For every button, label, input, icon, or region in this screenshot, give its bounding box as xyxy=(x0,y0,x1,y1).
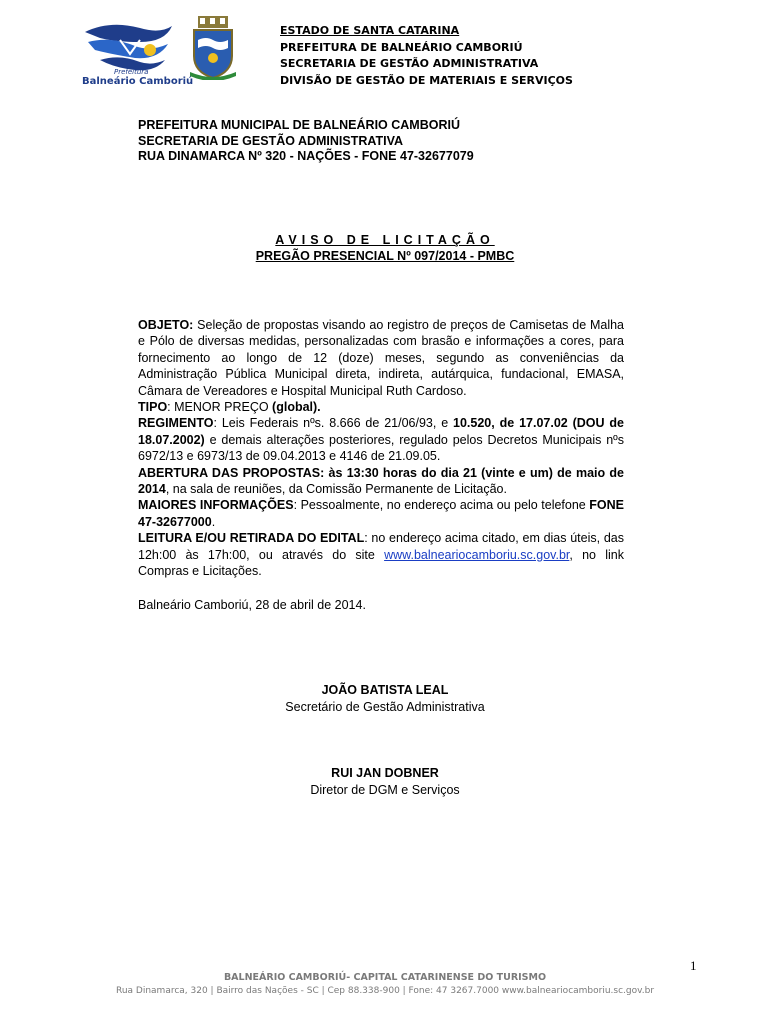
coat-of-arms-graphic xyxy=(190,16,236,80)
regimento-bold: 10.520, de 17.07.02 (DOU de 18.07.2002) xyxy=(138,416,625,447)
signatory-1-name: JOÃO BATISTA LEAL xyxy=(321,683,449,697)
maiores-label: MAIORES INFORMAÇÕES xyxy=(138,498,294,513)
page-number: 1 xyxy=(690,958,697,973)
org-line-1: PREFEITURA MUNICIPAL DE BALNEÁRIO CAMBORIÚ xyxy=(138,118,460,132)
municipal-logo xyxy=(80,20,194,90)
regimento-paragraph xyxy=(138,415,624,464)
org-line-3: RUA DINAMARCA Nº 320 - NAÇÕES - FONE 47-32677079 xyxy=(138,149,474,163)
abertura-paragraph xyxy=(138,465,624,498)
abertura-label: ABERTURA DAS PROPOSTAS xyxy=(138,465,321,480)
header-prefeitura: PREFEITURA DE BALNEÁRIO CAMBORIÚ xyxy=(280,40,523,54)
abertura-bold: : às 13:30 horas do dia 21 (vinte e um) de maio de 2014 xyxy=(138,465,624,497)
leitura-label: LEITURA E/OU RETIRADA DO EDITAL xyxy=(138,531,365,546)
header-divisao: DIVISÃO DE GESTÃO DE MATERIAIS E SERVIÇOS xyxy=(280,73,573,87)
leitura-text-2: , no link Compras e Licitações. xyxy=(138,547,624,579)
objeto-label: OBJETO: xyxy=(138,318,194,332)
objeto-text: Seleção de propostas visando ao registro de preços de Camisetas de Malha e Pólo de diversas medidas, personalizadas com brasão e informações a cores, para fornecimento ao longo de 12 (doze) meses, segundo as conveniências da Administração Pública Municipal direta, indireta, autárquica, fundacional, EMASA, Câmara de Vereadores e Hospital Municipal Ruth Cardoso. xyxy=(138,318,624,398)
maiores-phone: FONE 47-32677000 xyxy=(138,498,624,529)
signatory-2-name: RUI JAN DOBNER xyxy=(331,766,439,780)
logo-text-main: Balneário Camboriú xyxy=(82,76,194,87)
pregao-title: PREGÃO PRESENCIAL Nº 097/2014 - PMBC xyxy=(255,249,515,263)
notice-title: AVISO DE LICITAÇÃO xyxy=(275,233,495,247)
signature-1 xyxy=(0,682,770,716)
logo-text-small: Prefeitura xyxy=(114,68,149,76)
website-link[interactable]: www.balneariocamboriu.sc.gov.br xyxy=(384,547,570,562)
tipo-bold: (global). xyxy=(272,400,321,415)
document-header xyxy=(280,23,573,89)
footer-address: Rua Dinamarca, 320 | Bairro das Nações - SC | Cep 88.338-900 | Fone: 47 3267.7000 www.balneariocamboriu.sc.gov.br xyxy=(115,986,655,996)
signatory-2-role: Diretor de DGM e Serviços xyxy=(310,783,460,797)
coat-of-arms xyxy=(190,16,236,80)
maiores-paragraph xyxy=(138,497,624,530)
header-secretaria: SECRETARIA DE GESTÃO ADMINISTRATIVA xyxy=(280,57,539,70)
signatory-1-role: Secretário de Gestão Administrativa xyxy=(285,700,485,714)
maiores-end: . xyxy=(211,514,216,529)
tipo-text: : MENOR PREÇO xyxy=(167,400,273,415)
document-date: Balneário Camboriú, 28 de abril de 2014. xyxy=(138,598,366,612)
regimento-text-1: : Leis Federais nºs. 8.666 de 21/06/93, e xyxy=(213,416,454,431)
leitura-text-1: : no endereço acima citado, em dias úteis, das 12h:00 às 17h:00, ou através do site xyxy=(138,531,624,562)
notice-title-block xyxy=(0,233,770,263)
regimento-text-2: e demais alterações posteriores, regulado pelos Decretos Municipais nºs 6972/13 e 6973/13 de 09.04.2013 e 4146 de 21.09.05. xyxy=(138,432,624,464)
signature-2 xyxy=(0,765,770,799)
organization-block xyxy=(138,118,474,165)
leitura-paragraph xyxy=(138,530,624,579)
objeto-paragraph xyxy=(138,317,624,399)
regimento-label: REGIMENTO xyxy=(138,416,214,431)
abertura-text: , na sala de reuniões, da Comissão Permanente de Licitação. xyxy=(165,482,507,497)
footer-slogan: BALNEÁRIO CAMBORIÚ- CAPITAL CATARINENSE DO TURISMO xyxy=(223,972,547,983)
document-footer xyxy=(0,972,770,996)
maiores-text: : Pessoalmente, no endereço acima ou pelo telefone xyxy=(293,498,590,513)
header-state: ESTADO DE SANTA CATARINA xyxy=(280,24,460,37)
org-line-2: SECRETARIA DE GESTÃO ADMINISTRATIVA xyxy=(138,133,404,148)
notice-body xyxy=(138,317,624,580)
tipo-label: TIPO xyxy=(138,400,168,415)
tipo-paragraph xyxy=(138,399,624,415)
